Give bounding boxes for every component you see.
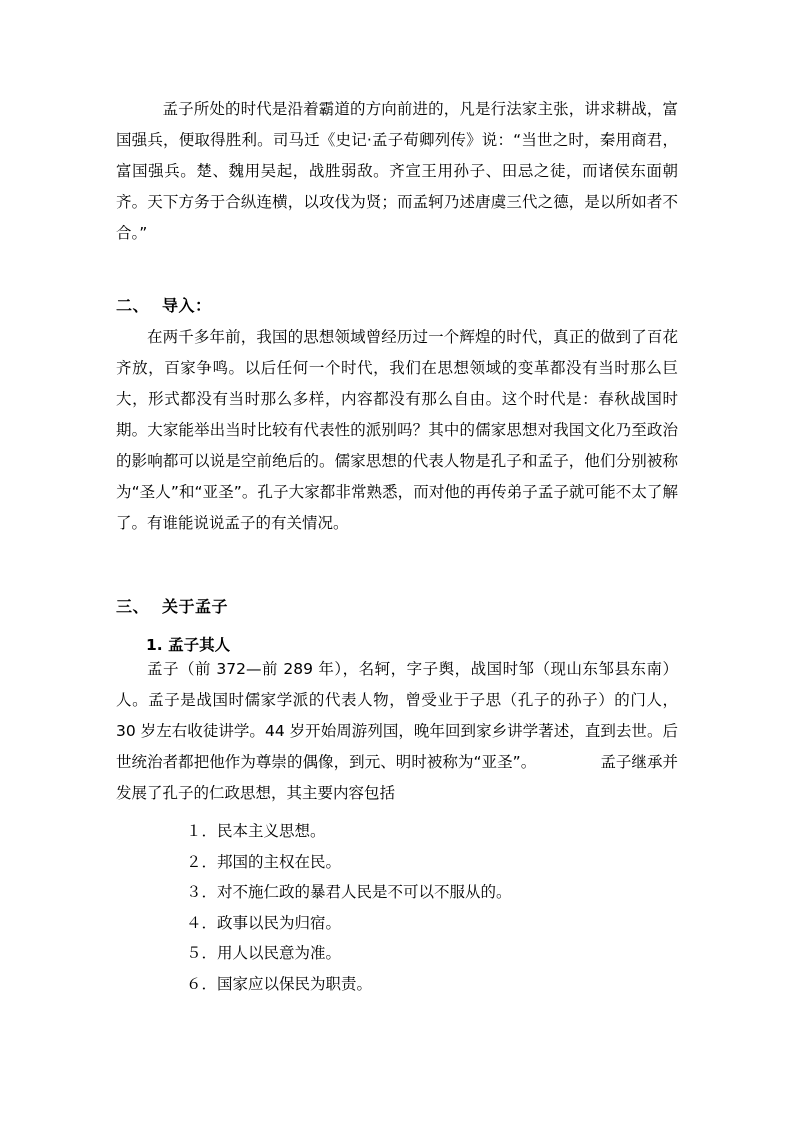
benevolent-government-list	[186, 816, 512, 999]
section-two-number: 二、	[116, 296, 150, 315]
list-item	[186, 908, 512, 939]
section-three-number: 三、	[116, 597, 150, 616]
bio-text-part1: 孟子（前 372—前 289 年），名轲，字子舆，战国时邹（现山东邹县东南）人。孟子是战国时儒家学派的代表人物，曾受业于子思（孔子的孙子）的门人，30 岁左右收徒讲学。44 岁开始周游列国，晚年回到家乡讲学著述，直到去世。后世统治者都把他作为尊崇的偶像，到元、明时被称为“亚圣”。	[116, 660, 678, 771]
section-two-heading	[116, 293, 212, 316]
list-item-number: ６．	[186, 974, 218, 993]
section-three-title: 关于孟子	[162, 597, 229, 616]
list-item-text: 邦国的主权在民。	[217, 852, 342, 871]
section-three-heading	[116, 594, 228, 617]
list-item-text: 政事以民为归宿。	[217, 913, 342, 932]
subheading-mengzi-person: 1. 孟子其人	[146, 636, 231, 654]
list-item	[186, 877, 512, 908]
intro-paragraph: 孟子所处的时代是沿着霸道的方向前进的，凡是行法家主张，讲求耕战，富国强兵，便取得胜利。司马迁《史记·孟子荀卿列传》说：“当世之时，秦用商君，富国强兵。楚、魏用吴起，战胜弱敌。齐宣王用孙子、田忌之徒，而诸侯东面朝齐。天下方务于合纵连横，以攻伐为贤；而孟轲乃述唐虞三代之德，是以所如者不合。”	[116, 100, 678, 242]
list-item-number: １．	[186, 822, 218, 840]
list-item	[186, 816, 512, 847]
mengzi-bio-paragraph	[116, 654, 678, 809]
list-item-text: 国家应以保民为职责。	[217, 974, 373, 993]
list-item-text: 对不施仁政的暴君人民是不可以不服从的。	[217, 883, 512, 901]
list-item	[186, 969, 512, 1000]
list-item-number: ２．	[186, 852, 218, 871]
list-item	[186, 938, 512, 969]
introduction-paragraph: 在两千多年前，我国的思想领域曾经历过一个辉煌的时代，真正的做到了百花齐放，百家争鸣。以后任何一个时代，我们在思想领域的变革都没有当时那么巨大，形式都没有当时那么多样，内容都没有那么自由。这个时代是：春秋战国时期。大家能举出当时比较有代表性的派别吗？其中的儒家思想对我国文化乃至政治的影响都可以说是空前绝后的。儒家思想的代表人物是孔子和孟子，他们分别被称为“圣人”和“亚圣”。孔子大家都非常熟悉，而对他的再传弟子孟子就可能不太了解了。有谁能说说孟子的有关情况。	[116, 328, 678, 532]
list-item	[186, 847, 512, 878]
list-item-number: ３．	[186, 883, 218, 901]
list-item-text: 民本主义思想。	[217, 822, 326, 840]
list-item-text: 用人以民意为准。	[217, 944, 342, 962]
section-two-title: 导入：	[162, 296, 212, 315]
bio-text-part2: 孟子继承并发展了孔子的仁政思想，其主要内容包括	[116, 753, 678, 802]
list-item-number: ５．	[186, 944, 218, 962]
list-item-number: ４．	[186, 913, 218, 932]
